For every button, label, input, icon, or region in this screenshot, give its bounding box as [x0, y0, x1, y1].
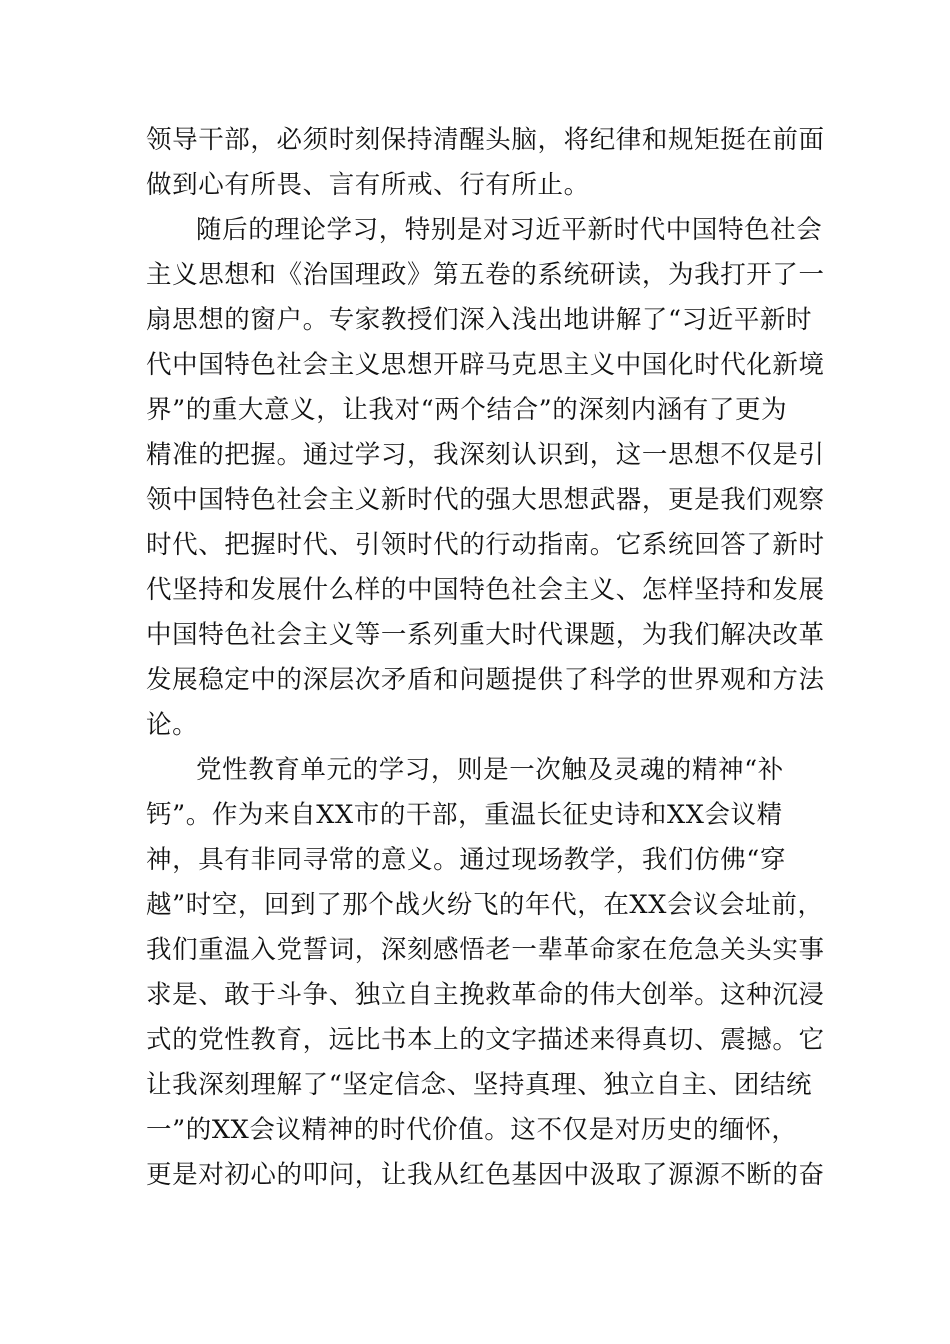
- text-line: 论。: [146, 710, 199, 740]
- text-line: 式的党性教育，远比书本上的文字描述来得真切、震撼。它: [146, 1025, 825, 1055]
- text-line: 主义思想和《治国理政》第五卷的系统研读，为我打开了一: [146, 260, 825, 290]
- paragraph-first-line: 随后的理论学习，特别是对习近平新时代中国特色社会: [196, 215, 823, 245]
- text-line: 精准的把握。通过学习，我深刻认识到，这一思想不仅是引: [146, 440, 825, 470]
- text-line: 发展稳定中的深层次矛盾和问题提供了科学的世界观和方法: [146, 665, 825, 695]
- text-line: 代中国特色社会主义思想开辟马克思主义中国化时代化新境: [146, 350, 825, 380]
- text-line: 让我深刻理解了“坚定信念、坚持真理、独立自主、团结统: [146, 1070, 813, 1100]
- text-line: 时代、把握时代、引领时代的行动指南。它系统回答了新时: [146, 530, 825, 560]
- text-line: 越”时空，回到了那个战火纷飞的年代，在XX会议会址前，: [146, 890, 824, 920]
- text-line: 做到心有所畏、言有所戒、行有所止。: [146, 170, 590, 200]
- text-line: 界”的重大意义，让我对“两个结合”的深刻内涵有了更为: [146, 395, 788, 425]
- text-line: 神，具有非同寻常的意义。通过现场教学，我们仿佛“穿: [146, 845, 787, 875]
- text-line: 领导干部，必须时刻保持清醒头脑，将纪律和规矩挺在前面: [146, 125, 825, 155]
- text-line: 钙”。作为来自XX市的干部，重温长征史诗和XX会议精: [146, 800, 783, 830]
- paragraph-first-line: 党性教育单元的学习，则是一次触及灵魂的精神“补: [196, 755, 784, 785]
- text-line: 我们重温入党誓词，深刻感悟老一辈革命家在危急关头实事: [146, 935, 825, 965]
- text-line: 扇思想的窗户。专家教授们深入浅出地讲解了“习近平新时: [146, 305, 813, 335]
- text-line: 中国特色社会主义等一系列重大时代课题，为我们解决改革: [146, 620, 825, 650]
- text-line: 一”的XX会议精神的时代价值。这不仅是对历史的缅怀，: [146, 1115, 798, 1145]
- text-line: 领中国特色社会主义新时代的强大思想武器，更是我们观察: [146, 485, 825, 515]
- text-line: 代坚持和发展什么样的中国特色社会主义、怎样坚持和发展: [146, 575, 825, 605]
- text-line: 求是、敢于斗争、独立自主挽救革命的伟大创举。这种沉浸: [146, 980, 825, 1010]
- text-line: 更是对初心的叩问，让我从红色基因中汲取了源源不断的奋: [146, 1160, 825, 1190]
